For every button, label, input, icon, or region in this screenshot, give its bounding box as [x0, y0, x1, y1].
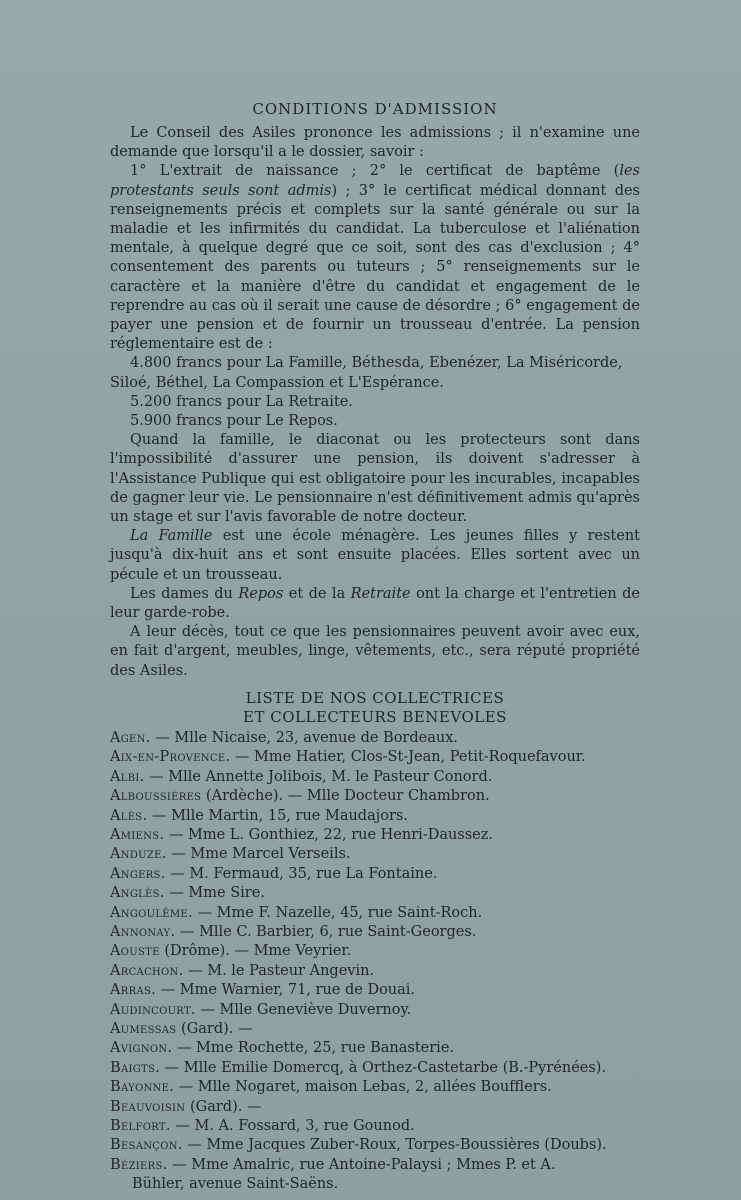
list-item [110, 1136, 640, 1155]
list-item [110, 787, 640, 806]
entry-text: (Ardèche). — Mlle Docteur Chambron. [201, 788, 490, 805]
entry-text: (Gard). — [176, 1020, 253, 1037]
entry-city: Audincourt. [110, 1001, 196, 1018]
requirements-text-b: ) ; 3° le certificat médical donnant des renseignements précis et complets sur la santé générale ou sur la maladie et les infirmités du candidat. La tuberculose et l'aliénation mentale, à quelque degré que ce soit, sont des cas d'exclusion ; 4° consentement des parents ou tuteurs ; 5° renseignements sur le caractère et la manière d'être du candidat et engagement de le reprendre au cas où il serait une cause de désordre ; 6° engagement de payer une pension et de fournir un trousseau d'entrée. La pension réglementaire est de : [110, 182, 640, 353]
repos-text-a: Les dames du [130, 585, 239, 602]
entry-text: (Drôme). — Mme Veyrier. [159, 943, 352, 960]
requirements-emphasis: les protestants seuls sont admis [110, 163, 640, 199]
list-item [110, 923, 640, 942]
entry-text: — M. A. Fossard, 3, rue Gounod. [170, 1118, 415, 1135]
list-item [110, 1020, 640, 1039]
famille-emphasis: La Famille [130, 528, 213, 545]
entry-city: Besançon. [110, 1137, 183, 1154]
collectors-list [110, 729, 640, 1195]
entry-continuation: Bühler, avenue Saint-Saëns. [132, 1176, 339, 1193]
list-heading-line-1: LISTE DE NOS COLLECTRICES [245, 688, 505, 707]
entry-text: — Mme Hatier, Clos-St-Jean, Petit-Roquefavour. [230, 749, 586, 766]
entry-city: Amiens. [110, 826, 165, 843]
entry-city: Baigts. [110, 1059, 161, 1076]
entry-city: Bayonne. [110, 1079, 175, 1096]
entry-city: Anglès. [110, 885, 165, 902]
entry-city: Arras. [110, 982, 157, 999]
entry-text: — Mme Amalric, rue Antoine-Palaysi ; Mmes P. et A. [167, 1156, 556, 1173]
entry-city: Agen. [110, 729, 151, 746]
repos-emphasis: Repos [238, 585, 284, 602]
price-line-2: 5.200 francs pour La Retraite. [130, 393, 353, 410]
list-item [110, 1039, 640, 1058]
entry-city: Avignon. [110, 1040, 173, 1057]
list-item [110, 942, 640, 961]
entry-text: — Mlle Nicaise, 23, avenue de Bordeaux. [150, 729, 458, 746]
paragraph-requirements [110, 162, 640, 354]
list-item [110, 1059, 640, 1078]
paragraph-famille [110, 527, 640, 585]
page-title: CONDITIONS D'ADMISSION [252, 100, 498, 118]
entry-city: Alès. [110, 807, 148, 824]
entry-text: — Mlle Martin, 15, rue Maudajors. [147, 807, 408, 824]
paragraph-assistance: Quand la famille, le diaconat ou les protecteurs sont dans l'impossibilité d'assurer une pension, ils doivent s'adresser à l'Assistance Publique qui est obligatoire pour les incurables, incapables de gagner leur vie. Le pensionnaire n'est définitivement admis qu'après un stage et sur l'avis favorable de notre docteur. [110, 432, 640, 526]
entry-text: — Mlle C. Barbier, 6, rue Saint-Georges. [175, 923, 477, 940]
entry-text: — Mme Marcel Verseils. [166, 846, 351, 863]
text-column [110, 100, 640, 1195]
entry-text: — M. Fermaud, 35, rue La Fontaine. [165, 865, 438, 882]
paragraph-intro: Le Conseil des Asiles prononce les admissions ; il n'examine une demande que lorsqu'il a le dossier, savoir : [110, 125, 640, 161]
entry-text: — Mme L. Gonthiez, 22, rue Henri-Daussez. [164, 826, 494, 843]
entry-city: Belfort. [110, 1118, 171, 1135]
list-item [110, 904, 640, 923]
entry-city: Beauvoisin [110, 1098, 186, 1115]
list-item [110, 768, 640, 787]
list-item [110, 807, 640, 826]
entry-text: — M. le Pasteur Angevin. [183, 962, 375, 979]
list-item [110, 865, 640, 884]
entry-text: — Mme F. Nazelle, 45, rue Saint-Roch. [192, 904, 483, 921]
entry-text: — Mme Rochette, 25, rue Banasterie. [172, 1040, 455, 1057]
repos-text-c: ont la charge et l'entretien de leur garde-robe. [110, 585, 640, 622]
list-item [110, 845, 640, 864]
entry-text: — Mlle Annette Jolibois, M. le Pasteur Conord. [144, 768, 493, 785]
paragraph-repos [110, 585, 640, 623]
entry-text: — Mlle Emilie Domercq, à Orthez-Castetarbe (B.-Pyrénées). [160, 1059, 607, 1076]
famille-text: est une école ménagère. Les jeunes filles y restent jusqu'à dix-huit ans et sont ensuite placées. Elles sortent avec un pécule et un trousseau. [110, 528, 640, 583]
list-item [110, 884, 640, 903]
list-item [110, 748, 640, 767]
list-item [110, 1117, 640, 1136]
list-item [110, 981, 640, 1000]
list-item [110, 1156, 640, 1195]
entry-city: Béziers. [110, 1156, 168, 1173]
list-item [110, 729, 640, 748]
entry-text: — Mlle Nogaret, maison Lebas, 2, allées Boufflers. [174, 1079, 552, 1096]
price-line-3: 5.900 francs pour Le Repos. [130, 413, 338, 430]
list-heading [110, 689, 640, 727]
retraite-emphasis: Retraite [350, 585, 411, 602]
entry-city: Albi. [110, 768, 145, 785]
entry-city: Angoulême. [110, 904, 193, 921]
entry-text: — Mme Jacques Zuber-Roux, Torpes-Boussières (Doubs). [182, 1137, 607, 1154]
paragraph-deces: A leur décès, tout ce que les pensionnaires peuvent avoir avec eux, en fait d'argent, meubles, linge, vêtements, etc., sera réputé propriété des Asiles. [110, 624, 640, 679]
entry-text: — Mme Sire. [164, 885, 265, 902]
entry-city: Alboussières [110, 788, 202, 805]
list-item [110, 1001, 640, 1020]
repos-text-b: et de la [283, 585, 351, 602]
entry-text: — Mlle Geneviève Duvernoy. [195, 1001, 412, 1018]
list-item [110, 1078, 640, 1097]
list-item [110, 962, 640, 981]
entry-city: Aouste [110, 943, 160, 960]
entry-text: — Mme Warnier, 71, rue de Douai. [156, 982, 416, 999]
entry-city: Annonay. [110, 923, 176, 940]
list-item [110, 826, 640, 845]
entry-text: (Gard). — [185, 1098, 262, 1115]
entry-city: Arcachon. [110, 962, 184, 979]
requirements-text-a: 1° L'extrait de naissance ; 2° le certificat de baptême ( [130, 163, 620, 180]
entry-city: Aumessas [110, 1020, 177, 1037]
price-line-1: 4.800 francs pour La Famille, Béthesda, Ebenézer, La Miséricorde, Siloé, Béthel, La Compassion et L'Espérance. [110, 355, 623, 391]
list-item [110, 1098, 640, 1117]
entry-city: Anduze. [110, 846, 167, 863]
list-heading-line-2: ET COLLECTEURS BENEVOLES [243, 707, 507, 726]
entry-city: Aix-en-Provence. [110, 749, 231, 766]
entry-city: Angers. [110, 865, 166, 882]
